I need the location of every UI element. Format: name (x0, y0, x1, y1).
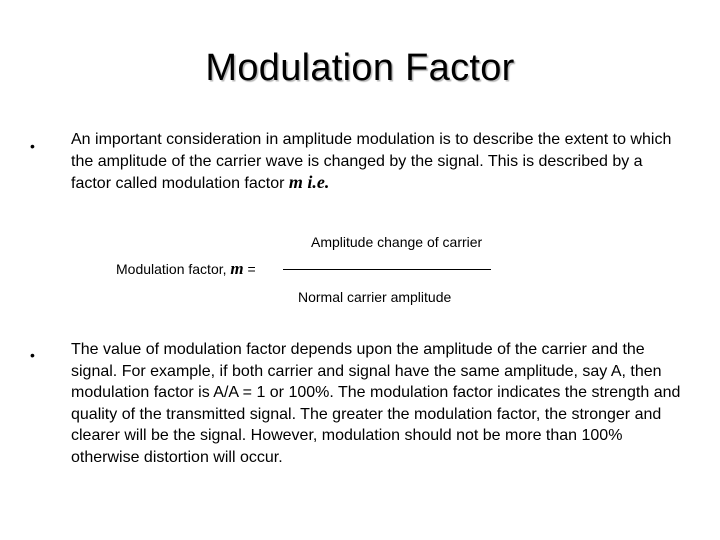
explanation-paragraph: The value of modulation factor depends upon the amplitude of the carrier and the signal. For example, if both carrier and signal have the same amplitude, say A, then modulation factor is A/A = 1 or 100%. The modulation factor indicates the strength and quality of the transmitted signal. The greater the modulation factor, the stronger and clearer will be the signal. However, modulation should not be more than 100% otherwise distortion will occur. (71, 341, 681, 466)
bullet-marker: • (30, 347, 35, 363)
modulation-symbol: m (288, 172, 303, 192)
fraction-bar (283, 269, 491, 270)
formula-equals: = (243, 261, 256, 277)
slide-title: Modulation Factor (205, 47, 515, 89)
formula-denominator: Normal carrier amplitude (298, 289, 452, 305)
definition-paragraph (71, 129, 685, 195)
definition-text: An important consideration in amplitude modulation is to describe the extent to which the amplitude of the carrier wave is changed by the signal. This is described by a factor called modulation factor (71, 131, 672, 192)
formula-numerator: Amplitude change of carrier (311, 234, 483, 250)
formula-label-text: Modulation factor, (116, 261, 231, 277)
formula-label (116, 258, 256, 280)
bullet-marker: • (30, 138, 35, 154)
formula-symbol: m (230, 259, 244, 278)
ie-abbreviation: i.e. (307, 172, 330, 192)
